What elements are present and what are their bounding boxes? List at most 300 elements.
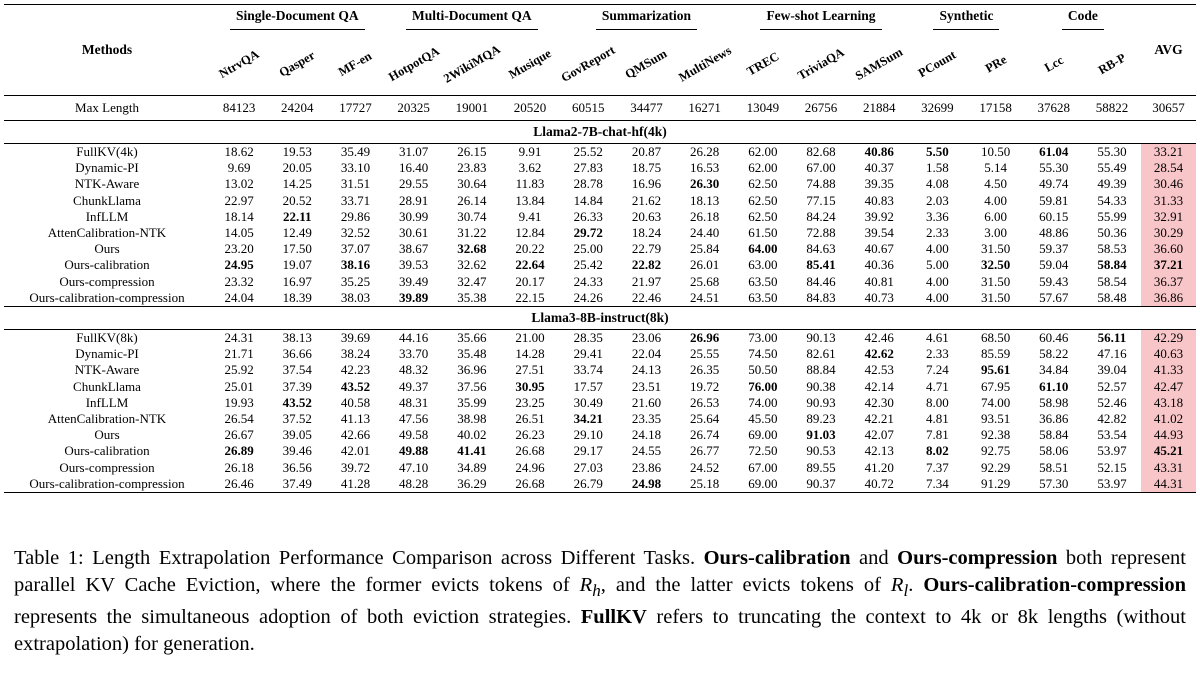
score-cell: 52.57 [1097,378,1127,394]
score-cell: 23.32 [224,273,254,289]
method-name-cell: Ours [94,241,120,257]
method-name-cell: Dynamic-PI [75,160,139,176]
score-cell: 17.57 [573,378,603,394]
score-cell: 64.00 [748,241,778,257]
score-cell: 21.60 [631,394,662,410]
table-row [4,379,1196,395]
score-cell: 26.33 [573,208,603,224]
score-cell: 4.00 [926,241,949,257]
score-cell: 84.63 [806,241,836,257]
dataset-header [966,33,1024,96]
dataset-header [1025,33,1083,96]
avg-cell: 36.37 [1141,274,1196,290]
score-cell: 63.50 [748,273,778,289]
caption-text-2: and [850,547,898,569]
score-cell: 42.62 [864,346,894,362]
caption-text-7: refers to truncating the context to 4k or 8k lengths (without extrapolation) for generation. [14,606,1186,655]
score-cell: 58.48 [1097,289,1127,305]
methods-header: Methods [81,41,133,57]
dataset-header [734,33,792,96]
score-cell: 30.74 [457,208,487,224]
score-cell: 55.30 [1097,144,1127,159]
table-row [4,427,1196,443]
score-cell: 41.41 [457,443,487,459]
score-cell: 7.24 [926,362,949,378]
score-cell: 34.89 [457,459,487,475]
score-cell: 41.20 [864,459,894,475]
caption-bold-ours-calibration-compression: Ours-calibration-compression [923,573,1187,596]
score-cell: 53.97 [1097,443,1127,459]
max-length-cell: 13049 [746,99,780,115]
score-cell: 32.68 [457,241,487,257]
score-cell: 27.03 [573,459,603,475]
score-cell: 32.47 [457,273,487,289]
score-cell: 30.99 [399,208,429,224]
table-row [4,346,1196,362]
score-cell: 22.82 [631,257,662,273]
score-cell: 37.07 [340,241,371,257]
score-cell: 69.00 [748,427,778,443]
score-cell: 58.98 [1039,394,1069,410]
score-cell: 33.71 [340,192,371,208]
caption-text-3: both represent parallel KV Cache Eviction, where the former evicts tokens of [14,547,1187,596]
score-cell: 39.53 [399,257,429,273]
score-cell: 3.36 [926,208,949,224]
caption-bold-ours-compression: Ours-compression [897,547,1058,569]
method-name-cell: Ours-calibration-compression [29,475,185,491]
score-cell: 26.67 [224,427,254,443]
dataset-header [617,33,675,96]
score-cell: 60.15 [1039,208,1069,224]
score-cell: 49.37 [399,378,429,394]
caption-math-rl [890,573,909,600]
score-cell: 37.54 [282,362,312,378]
score-cell: 62.50 [748,176,778,192]
score-cell: 25.00 [573,241,603,257]
score-cell: 42.53 [864,362,894,378]
score-cell: 72.50 [748,443,778,459]
score-cell: 34.21 [573,411,603,427]
caption-math-rh-base: R [579,573,593,596]
score-cell: 26.15 [457,144,487,159]
score-cell: 60.46 [1039,330,1069,346]
score-cell: 38.16 [340,257,371,273]
score-cell: 58.22 [1039,346,1069,362]
score-cell: 90.53 [806,443,836,459]
score-cell: 31.07 [399,144,429,159]
score-cell: 16.96 [631,176,662,192]
max-length-cell: 60515 [572,99,605,115]
score-cell: 26.79 [573,475,603,491]
score-cell: 38.98 [457,411,487,427]
max-length-cell: 37628 [1037,99,1070,115]
score-cell: 74.00 [748,394,778,410]
avg-cell: 36.86 [1141,290,1196,307]
dataset-header-label: MultiNews [675,43,734,85]
score-cell: 22.64 [515,257,545,273]
group-header-label: Synthetic [933,8,999,29]
score-cell: 52.46 [1097,394,1127,410]
score-cell: 49.58 [399,427,429,443]
score-cell: 40.83 [864,192,894,208]
dataset-header [210,33,268,96]
max-length-cell: 19001 [455,99,489,115]
table-row [4,395,1196,411]
table-row [4,290,1196,307]
score-cell: 1.58 [926,160,949,176]
score-cell: 9.91 [518,144,542,159]
dataset-header-label: PRe [982,52,1009,76]
group-header [210,5,385,34]
score-cell: 48.28 [399,475,429,491]
score-cell: 42.82 [1097,411,1127,427]
score-cell: 31.50 [980,273,1011,289]
score-cell: 74.88 [806,176,836,192]
score-cell: 36.96 [457,362,487,378]
dataset-header-label: Qasper [276,48,318,80]
score-cell: 88.84 [806,362,836,378]
score-cell: 26.01 [690,257,720,273]
dataset-header [676,33,734,96]
max-length-cell: 20520 [513,99,547,115]
score-cell: 38.03 [340,289,371,305]
score-cell: 6.00 [984,208,1007,224]
score-cell: 39.49 [399,273,429,289]
table-row [4,460,1196,476]
score-cell: 82.68 [806,144,836,159]
score-cell: 39.35 [864,176,894,192]
score-cell: 49.74 [1039,176,1069,192]
score-cell: 39.05 [282,427,312,443]
score-cell: 42.07 [864,427,894,443]
max-length-cell: 58822 [1095,99,1129,115]
score-cell: 4.81 [926,411,949,427]
score-cell: 26.96 [690,330,720,346]
score-cell: 22.15 [515,289,545,305]
table-row [4,274,1196,290]
section-title-row [4,121,1196,144]
score-cell: 42.01 [340,443,371,459]
score-cell: 28.78 [573,176,603,192]
avg-cell: 42.29 [1141,330,1196,347]
score-cell: 48.86 [1039,225,1069,241]
score-cell: 58.53 [1097,241,1127,257]
method-name-cell: Ours-calibration-compression [29,289,185,305]
score-cell: 30.61 [399,225,429,241]
score-cell: 74.50 [748,346,778,362]
score-cell: 26.35 [690,362,720,378]
caption-text-6: represents the simultaneous adoption of both eviction strategies. [14,606,581,629]
score-cell: 29.55 [399,176,429,192]
max-length-cell: 84123 [222,99,256,115]
score-cell: 35.49 [340,144,371,159]
score-cell: 11.83 [515,176,545,192]
method-name-cell: AttenCalibration-NTK [47,411,167,427]
score-cell: 9.69 [227,160,251,176]
dataset-header [792,33,850,96]
table-row [4,193,1196,209]
score-cell: 33.74 [573,362,603,378]
method-name-cell: FullKV(8k) [76,330,138,346]
score-cell: 59.04 [1039,257,1069,273]
results-table-container [4,4,1196,493]
score-cell: 91.29 [980,475,1011,491]
table-caption [14,545,1186,657]
score-cell: 59.43 [1039,273,1069,289]
score-cell: 62.00 [748,160,778,176]
score-cell: 52.15 [1097,459,1127,475]
section-title: Llama3-8B-instruct(8k) [531,309,669,325]
dataset-header [443,33,501,96]
group-header-label: Single-Document QA [230,8,365,29]
score-cell: 2.33 [926,346,949,362]
score-cell: 23.86 [631,459,662,475]
score-cell: 26.23 [515,427,545,443]
score-cell: 20.22 [515,241,545,257]
caption-math-rh [579,573,601,600]
score-cell: 29.17 [573,443,603,459]
score-cell: 39.54 [864,225,894,241]
avg-cell: 40.63 [1141,346,1196,362]
score-cell: 42.14 [864,378,894,394]
group-header [734,5,909,34]
score-cell: 22.79 [631,241,662,257]
score-cell: 5.50 [926,144,949,159]
score-cell: 49.88 [399,443,429,459]
score-cell: 24.40 [690,225,720,241]
score-cell: 26.30 [690,176,720,192]
score-cell: 35.25 [340,273,371,289]
score-cell: 32.50 [980,257,1011,273]
score-cell: 16.53 [690,160,720,176]
score-cell: 39.46 [282,443,312,459]
score-cell: 37.39 [282,378,312,394]
dataset-header-label: NtrvQA [216,46,262,81]
score-cell: 93.51 [980,411,1011,427]
score-cell: 84.83 [806,289,836,305]
dataset-header [385,33,443,96]
score-cell: 18.13 [690,192,720,208]
score-cell: 57.30 [1039,475,1069,491]
score-cell: 28.91 [399,192,429,208]
score-cell: 41.13 [340,411,371,427]
method-name-cell: Ours-calibration [64,443,150,459]
score-cell: 26.46 [224,475,254,491]
avg-header: AVG [1154,41,1183,57]
score-cell: 47.16 [1097,346,1127,362]
score-cell: 21.62 [631,192,662,208]
score-cell: 45.50 [748,411,778,427]
score-cell: 31.50 [980,289,1011,305]
table-row [4,411,1196,427]
dataset-header [501,33,559,96]
avg-cell: 33.21 [1141,144,1196,161]
score-cell: 22.11 [283,208,312,224]
dataset-header-label: TriviaQA [795,45,847,83]
score-cell: 19.72 [690,378,720,394]
score-cell: 26.54 [224,411,254,427]
score-cell: 14.28 [515,346,545,362]
table-row [4,225,1196,241]
score-cell: 55.49 [1097,160,1127,176]
max-length-cell: 30657 [1152,99,1185,115]
score-cell: 67.00 [748,459,778,475]
table-row [4,443,1196,459]
method-name-cell: InfLLM [85,394,129,410]
score-cell: 26.14 [457,192,487,208]
score-cell: 21.71 [224,346,254,362]
dataset-header-label: QMSum [623,46,670,82]
score-cell: 29.72 [573,225,603,241]
dataset-header-label: GovReport [558,42,618,85]
score-cell: 48.32 [399,362,429,378]
score-cell: 40.67 [864,241,894,257]
dataset-header [1083,33,1141,96]
table-row [4,209,1196,225]
method-name-cell: Dynamic-PI [75,346,139,362]
score-cell: 3.62 [518,160,542,176]
score-cell: 23.83 [457,160,487,176]
score-cell: 47.56 [399,411,429,427]
dataset-header-label: SAMSum [853,44,906,83]
score-cell: 19.93 [224,394,254,410]
score-cell: 39.92 [864,208,894,224]
score-cell: 33.70 [399,346,429,362]
table-row [4,176,1196,192]
score-cell: 25.52 [573,144,603,159]
score-cell: 54.33 [1097,192,1127,208]
score-cell: 4.00 [926,289,949,305]
score-cell: 47.10 [399,459,429,475]
group-header-label: Few-shot Learning [760,8,881,29]
score-cell: 59.81 [1039,192,1069,208]
max-length-cell: 20325 [397,99,430,115]
score-cell: 36.56 [282,459,312,475]
max-length-cell: 21884 [862,99,896,115]
avg-cell: 41.33 [1141,362,1196,378]
score-cell: 74.00 [980,394,1011,410]
method-name-cell: ChunkLlama [73,192,141,208]
score-cell: 40.02 [457,427,487,443]
table-row [4,362,1196,378]
caption-label: Table 1: [14,547,93,569]
score-cell: 31.50 [980,241,1011,257]
max-length-cell: 17727 [339,99,372,115]
score-cell: 68.50 [980,330,1011,346]
caption-math-rl-base: R [890,573,904,596]
score-cell: 16.40 [399,160,429,176]
score-cell: 58.54 [1097,273,1127,289]
score-cell: 20.17 [515,273,545,289]
score-cell: 95.61 [980,362,1011,378]
dataset-header-label: RB-P [1095,50,1129,78]
score-cell: 62.50 [748,192,778,208]
score-cell: 26.89 [224,443,254,459]
score-cell: 73.00 [748,330,778,346]
score-cell: 40.58 [340,394,371,410]
score-cell: 89.23 [806,411,836,427]
score-cell: 4.50 [984,176,1007,192]
score-cell: 48.31 [399,394,429,410]
avg-cell: 30.29 [1141,225,1196,241]
score-cell: 61.10 [1039,378,1069,394]
score-cell: 35.48 [457,346,487,362]
score-cell: 35.66 [457,330,487,346]
score-cell: 24.33 [573,273,603,289]
score-cell: 2.33 [926,225,949,241]
score-cell: 44.16 [399,330,429,346]
score-cell: 43.52 [340,378,371,394]
avg-cell: 44.31 [1141,476,1196,493]
avg-cell: 31.33 [1141,193,1196,209]
score-cell: 20.87 [631,144,662,159]
score-cell: 37.56 [457,378,487,394]
method-name-cell: Ours-compression [59,459,155,475]
score-cell: 58.06 [1039,443,1069,459]
avg-cell: 45.21 [1141,443,1196,459]
group-header [385,5,560,34]
group-header-label: Multi-Document QA [406,8,538,29]
score-cell: 61.50 [748,225,778,241]
score-cell: 4.61 [926,330,949,346]
dataset-header-label: Lcc [1041,52,1066,75]
dataset-header-label: MF-en [336,48,375,80]
score-cell: 26.18 [224,459,254,475]
score-cell: 38.24 [340,346,371,362]
score-cell: 25.84 [690,241,720,257]
score-cell: 18.14 [224,208,254,224]
score-cell: 26.53 [690,394,720,410]
group-header [908,5,1024,34]
score-cell: 34.84 [1039,362,1069,378]
score-cell: 26.74 [690,427,720,443]
score-cell: 59.37 [1039,241,1069,257]
score-cell: 26.68 [515,475,545,491]
score-cell: 40.36 [864,257,894,273]
score-cell: 58.51 [1039,459,1069,475]
score-cell: 23.51 [631,378,662,394]
score-cell: 23.06 [631,330,662,346]
method-name-cell: ChunkLlama [73,378,141,394]
avg-cell: 43.31 [1141,460,1196,476]
score-cell: 40.86 [864,144,894,159]
score-cell: 35.99 [457,394,487,410]
avg-cell: 32.91 [1141,209,1196,225]
score-cell: 23.25 [515,394,545,410]
score-cell: 25.64 [690,411,720,427]
score-cell: 29.41 [573,346,603,362]
score-cell: 26.68 [515,443,545,459]
group-header-label: Code [1062,8,1104,29]
score-cell: 25.55 [690,346,720,362]
table-row [4,330,1196,347]
score-cell: 92.38 [980,427,1011,443]
score-cell: 21.00 [515,330,545,346]
caption-text-1: Length Extrapolation Performance Comparison across Different Tasks. [92,547,704,569]
score-cell: 58.84 [1097,257,1127,273]
max-length-cell: 32699 [921,99,954,115]
score-cell: 18.24 [631,225,662,241]
score-cell: 25.92 [224,362,254,378]
dataset-header-label: HotpotQA [385,43,442,85]
score-cell: 43.52 [282,394,312,410]
score-cell: 56.11 [1097,330,1127,346]
dataset-header [326,33,384,96]
score-cell: 92.75 [980,443,1011,459]
score-cell: 24.52 [690,459,720,475]
score-cell: 41.28 [340,475,371,491]
score-cell: 25.68 [690,273,720,289]
